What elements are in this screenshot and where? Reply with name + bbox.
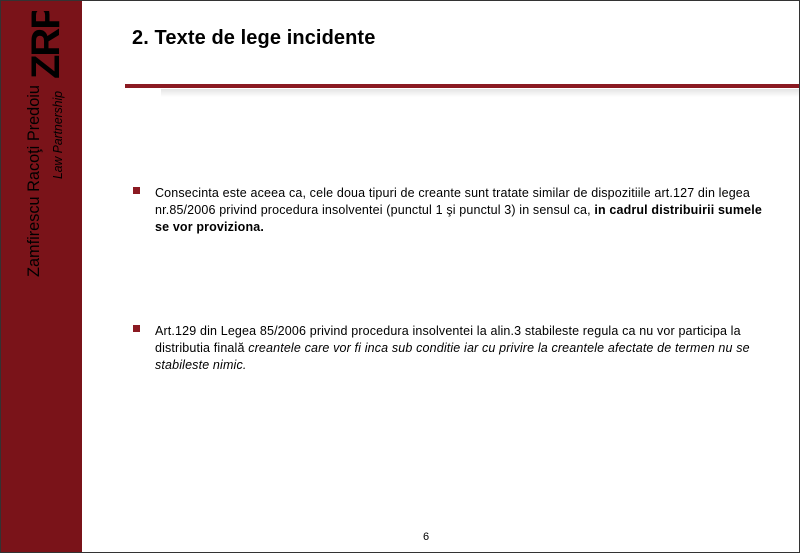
logo-mark: ZRP: [24, 11, 68, 79]
logo-firm-name: Zamfirescu Racoţi Predoiu: [24, 76, 43, 277]
bullet-1-emphasis: in cadrul distribuirii sumele se vor proviziona.: [155, 203, 762, 234]
bullet-marker: [133, 187, 140, 194]
slide-title: 2. Texte de lege incidente: [132, 27, 376, 49]
bullet-2-emphasis: creantele care vor fi inca sub conditie iar cu privire la creantele afectate de termen nu se stabileste nimic.: [155, 341, 750, 372]
title-divider-shadow: [161, 89, 800, 97]
firm-logo: [17, 11, 69, 291]
bullet-paragraph-2: [155, 323, 775, 374]
page-number: 6: [423, 531, 430, 543]
bullet-2-text: Art.129 din Legea 85/2006 privind procedura insolventei la alin.3 stabileste regula ca nu vor participa la distributia finală: [155, 324, 741, 355]
bullet-1-text: Consecinta este aceea ca, cele doua tipuri de creante sunt tratate similar de dispozitiile art.127 din legea nr.85/2006 privind procedura insolventei (punctul 1 şi punctul 3) in sensul ca,: [155, 186, 751, 217]
logo-tagline: Law Partnership: [50, 85, 65, 179]
brand-sidebar: [1, 1, 82, 552]
bullet-marker: [133, 325, 140, 332]
bullet-paragraph-1: [155, 185, 775, 236]
title-divider: [125, 84, 800, 88]
